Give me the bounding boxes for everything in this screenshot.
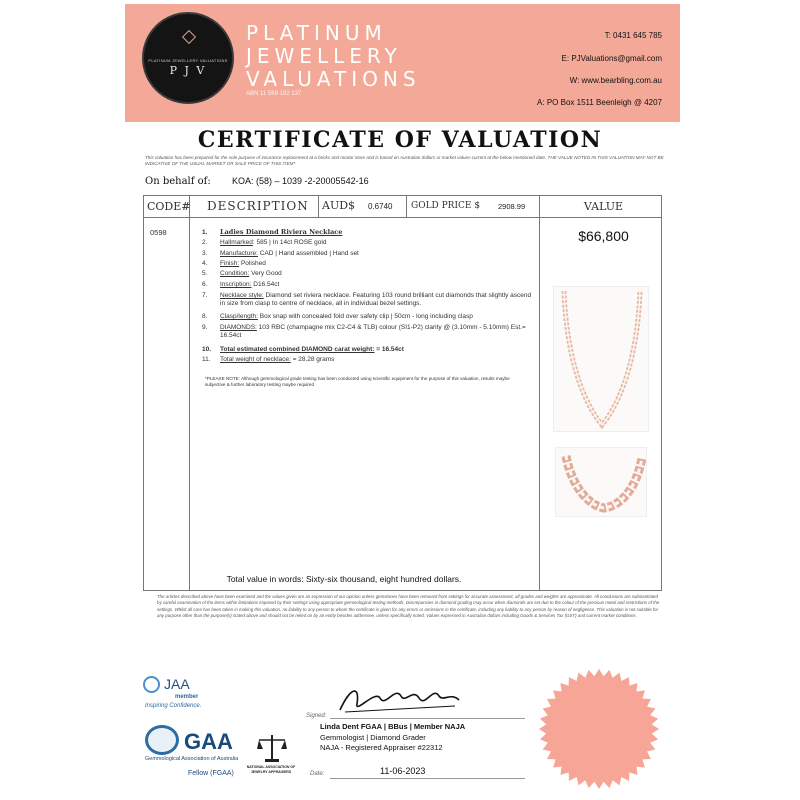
necklace-photo-full (553, 286, 649, 432)
item-value: $66,800 (578, 228, 629, 244)
item-text: CAD | Hand assembled | Hand set (257, 250, 359, 257)
brand-name (246, 22, 421, 91)
item-label: Hallmarked (220, 239, 253, 246)
date-line (330, 778, 525, 779)
item-text: = 16.54ct (374, 346, 404, 353)
brand-line: JEWELLERY (246, 44, 402, 68)
item-number: 4. (202, 260, 208, 267)
signer-title: Gemmologist | Diamond Grader (320, 733, 426, 742)
list-item (202, 292, 532, 308)
item-number: 6. (202, 281, 208, 288)
jaa-globe-icon (143, 676, 160, 693)
item-label: Manufacture: (220, 250, 258, 257)
list-item (202, 324, 532, 340)
item-text: Polished (239, 260, 266, 267)
table-header-divider (143, 217, 662, 218)
certificate-title: CERTIFICATE OF VALUATION (197, 127, 603, 153)
item-label: DIAMONDS: (220, 324, 257, 331)
item-number: 7. (202, 292, 208, 299)
logo-letters: P J V (169, 64, 207, 77)
scales-icon (255, 733, 289, 768)
table-column-divider (406, 195, 407, 217)
list-item (202, 356, 532, 364)
signer-name: Linda Dent FGAA | BBus | Member NAJA (320, 722, 466, 731)
item-number: 8. (202, 313, 208, 320)
legal-fine-print: The articles described above have been examined and the values given are an expression of our opinion unless gemstones have been removed from settings for accurate assessment, all grades and weights are approximate. All conclusions are substantiated by careful examination of the items within limitations imposed by their settings using appropriate gemmological testing methods. Discrepancies in diamond grading may occur when diamonds are set due to the colour of the precious metal and restrictions of the settings. Whilst all care has been taken in making this valuation, no liability to any person to whom the certificate is given for any errors or omissions in the certificate, including any liability to any person by reason of negligence. This valuation is not suitable for any purpose other than the purpose(s) stated above and should not be relied on by an entity besides addressee, unless specifically noted. Values expressed in Australian dollars including Goods & Services Tax (GST) and current market conditions. (157, 594, 660, 618)
signature-line (330, 718, 525, 719)
item-text: 103 RBC (champagne mix C2-C4 & TLB) colour (SI1-P2) clarity @ (3.10mm - 5.10mm) Est.= 16.54ct (220, 324, 526, 339)
item-number: 10. (202, 346, 212, 353)
item-number: 9. (202, 324, 208, 331)
necklace-photo-closeup (555, 447, 647, 517)
header-code: CODE# (147, 200, 191, 213)
item-text: Box snap with concealed fold over safety clip | 50cm - long including clasp (257, 313, 473, 320)
fellow-credential: Fellow (FGAA) (188, 770, 234, 777)
jaa-logo: JAA (164, 676, 190, 692)
list-item (202, 346, 532, 354)
jaa-member: member (175, 694, 199, 700)
list-item (202, 228, 532, 237)
list-item (202, 260, 532, 268)
gaa-full-name: Gemmological Association of Australia (145, 756, 239, 762)
item-text: Diamond set riviera necklace. Featuring 103 round brilliant cut diamonds that slightly ascend in size from clasp to centre of necklace, all in individual bezel settings. (220, 292, 532, 307)
item-number: 1. (202, 229, 208, 236)
aud-rate: 0.6740 (368, 202, 393, 211)
item-code: 0598 (150, 228, 167, 237)
contact-email: E: PJValuations@gmail.com (561, 54, 662, 63)
valuation-date: 11-06-2023 (380, 766, 426, 776)
item-number: 5. (202, 270, 208, 277)
total-value-in-words: Total value in words: Sixty-six thousand, eight hundred dollars. (226, 574, 462, 584)
header-description: DESCRIPTION (207, 199, 309, 213)
item-title: Ladies Diamond Riviera Necklace (220, 228, 343, 236)
item-label: Condition: (220, 270, 250, 277)
item-number: 2. (202, 239, 208, 246)
item-text: D16.54ct (251, 281, 280, 288)
table-column-divider (189, 195, 190, 591)
item-label: Total estimated combined DIAMOND carat weight: (220, 346, 375, 353)
gaa-logo: GAA (184, 729, 233, 754)
jaa-tagline: Inspiring Confidence. (145, 703, 202, 709)
list-item (202, 281, 532, 289)
item-label: Necklace style: (220, 292, 264, 299)
brand-line: PLATINUM (246, 21, 387, 45)
list-item (202, 270, 532, 278)
item-label: Clasp/length: (220, 313, 258, 320)
list-item (202, 239, 532, 247)
company-seal (537, 667, 661, 796)
contact-website: W: www.bearbling.com.au (569, 76, 662, 85)
signer-registration: NAJA - Registered Appraiser #22312 (320, 743, 443, 752)
gold-price-value: 2908.99 (498, 202, 526, 211)
item-label: Inscription: (220, 281, 252, 288)
contact-address: A: PO Box 1511 Beenleigh @ 4207 (537, 98, 662, 107)
table-column-divider (318, 195, 319, 217)
brand-line: VALUATIONS (246, 67, 421, 91)
contact-phone: T: 0431 645 785 (604, 31, 662, 40)
naja-name: NATIONAL ASSOCIATION OF JEWELRY APPRAISERS (246, 765, 296, 774)
header-gold-price: GOLD PRICE $ (411, 201, 481, 211)
list-item (202, 313, 532, 321)
gaa-emblem-icon (145, 725, 179, 755)
valuation-disclaimer: This valuation has been prepared for the sole purpose of insurance replacement at a bricks and mortar store and is based on Australian dollars or market values current at the below mentioned date. THE VALUE NOTED IN THIS VALUATION MAY NOT BE INDICATIVE OF THE USUAL MARKET OR SALE PRICE OF THIS ITEM* (145, 155, 664, 166)
item-number: 3. (202, 250, 208, 257)
item-label: Total weight of necklace: (220, 356, 291, 363)
table-column-divider (539, 195, 540, 591)
header-aud: AUD$ (322, 199, 356, 212)
item-text: = 28.28 grams (290, 356, 335, 363)
item-number: 11. (202, 356, 211, 363)
abn-number: ABN 11 588 192 137 (246, 91, 302, 97)
date-label: Date: (310, 771, 325, 777)
koa-reference: KOA: (58) – 1039 -2-20005542-16 (232, 176, 369, 186)
item-text: Very Good (249, 270, 282, 277)
item-label: Finish: (220, 260, 240, 267)
testing-note: *PLEASE NOTE: Although gemmological grade testing has been conducted using scientific equipment for the purpose of this valuation, results maybe subjective & further laboratory testing maybe required (205, 376, 510, 387)
item-text: : 585 | In 14ct ROSE gold (252, 239, 327, 246)
header-value: VALUE (583, 200, 624, 213)
on-behalf-label: On behalf of: (145, 176, 211, 187)
list-item (202, 250, 532, 258)
signed-label: Signed: (306, 713, 327, 719)
logo-ring-text: PLATINUM JEWELLERY VALUATIONS (148, 58, 228, 63)
